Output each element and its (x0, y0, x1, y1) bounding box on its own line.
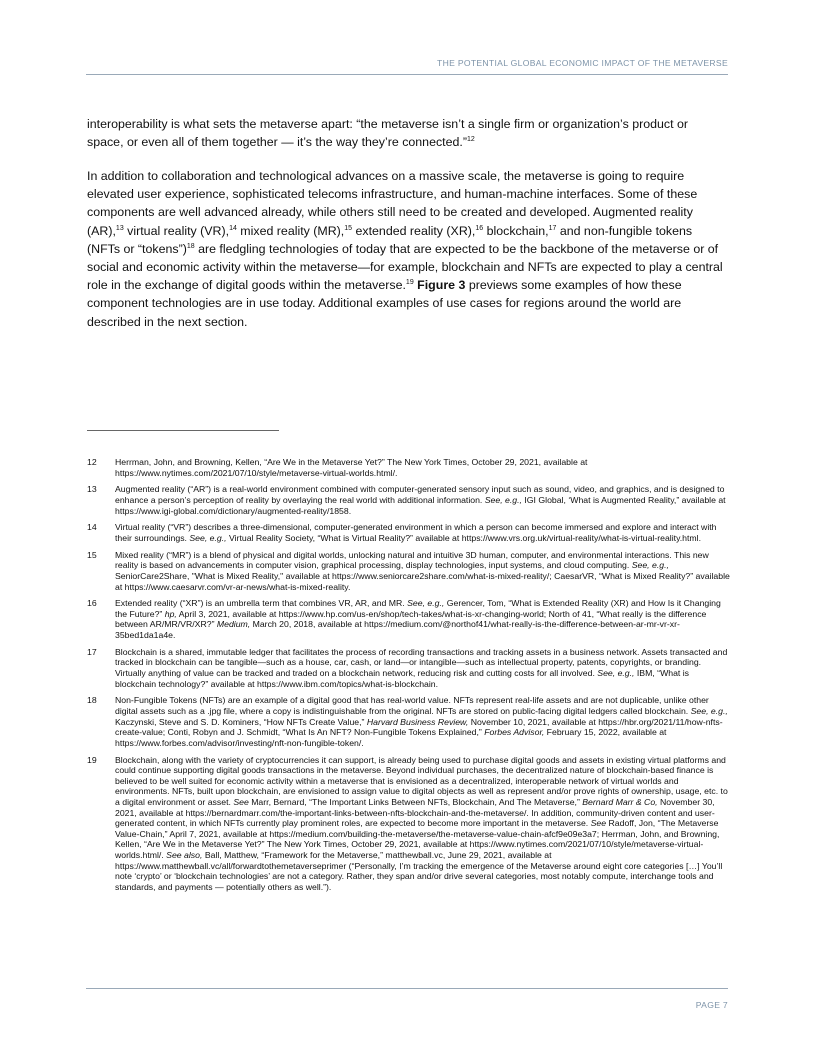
paragraph-text: In addition to collaboration and technological advances on a massive scale, the metaverse is going to require elevated user experience, sophisticated telecoms infrastructure, and human-machine interfaces. Some of these components are well advanced already, while others still need to be created and developed. Augmented reality (AR), (87, 169, 698, 238)
footnote-text: Blockchain is a shared, immutable ledger that facilitates the process of recording transactions and tracking assets in a business network. Assets transacted and tracked in blockchain can be tangible—such as a house, car, cash, or land—or intangible—such as intellectual property, patents, copyrights, or branding. Virtually anything of value can be tracked and traded on a blockchain network, reducing risk and cutting costs for all involved. See, e.g., IBM, “What is blockchain technology?” available at https://www.ibm.com/topics/what-is-blockchain. (115, 646, 728, 689)
footnote-18 (87, 695, 731, 748)
footnote-ref-16[interactable]: 16 (475, 224, 484, 232)
footnote-number: 14 (87, 522, 97, 533)
paragraph-text: virtual reality (VR), (123, 223, 230, 238)
footnote-text: Augmented reality (“AR”) is a real-world environment combined with computer-generated sensory input such as sound, video, and graphics, and is designed to enhance a person’s perception of reality by overlaying the real world with additional information. See, e.g., IGI Global, ‘What is Augmented Reality,” available at https://www.igi-global.com/dictionary/augmented-reality/1858. (115, 484, 726, 516)
running-header: THE POTENTIAL GLOBAL ECONOMIC IMPACT OF THE METAVERSE (437, 58, 728, 68)
footnote-text: Mixed reality (“MR”) is a blend of physical and digital worlds, unlocking natural and intuitive 3D human, computer, and environmental interactions. This new reality is based on advancements in computer vision, graphical processing, display technologies, input systems, and cloud computing. See, e.g., SeniorCare2Share, "What is Mixed Reality," available at https://www.seniorcare2share.com/what-is-mixed-reality/; CaesarVR, “What is Mixed Reality?” available at https://www.caesarvr.com/vr-ar-news/what-is-mixed-reality. (115, 549, 730, 592)
paragraph-text: are fledgling technologies of today that are expected to be the backbone of the metaverse or of social and economic activity within the metaverse—for example, blockchain and NFTs are expected to play a central role in the exchange of digital goods within the metaverse. (87, 241, 723, 293)
footnote-number: 19 (87, 754, 97, 765)
footnote-ref-12[interactable]: 12 (466, 136, 475, 144)
footnote-15 (87, 550, 731, 592)
footnote-number: 13 (87, 484, 97, 495)
paragraph-text: and non-fungible tokens (NFTs or “tokens”) (87, 223, 693, 256)
footnote-text: Herrman, John, and Browning, Kellen, “Are We in the Metaverse Yet?” The New York Times, October 29, 2021, available at https://www.nytimes.com/2021/07/10/style/metaverse-virtual-worlds.html/. (115, 457, 588, 478)
footnote-separator (87, 430, 279, 431)
header-rule (86, 74, 728, 75)
footer-rule (86, 988, 728, 989)
paragraph-text: previews some examples of how these component technologies are in use today. Additional examples of use cases for regions around the world are described in the next section. (87, 278, 682, 329)
page-number: PAGE 7 (695, 1000, 728, 1010)
footnote-number: 17 (87, 646, 97, 657)
footnote-number: 18 (87, 695, 97, 706)
footnote-text: Non-Fungible Tokens (NFTs) are an example of a digital good that has real-world value. NFTs represent real-life assets and are not duplicable, unlike other digital assets such as a .jpg file, where a copy is indistinguishable from the original. NFTs are stored on public-facing digital ledgers called blockchain. See, e.g., Kaczynski, Steve and S. D. Kominers, “How NFTs Create Value,” Harvard Business Review, November 10, 2021, available at https://hbr.org/2021/11/how-nfts-create-value; Conti, Robyn and J. Schmidt, “What Is An NFT? Non-Fungible Tokens Explained,” Forbes Advisor, February 15, 2022, available at https://www.forbes.com/advisor/investing/nft-non-fungible-token/. (115, 695, 728, 748)
footnote-12 (87, 457, 731, 478)
footnote-14 (87, 522, 731, 543)
footnote-ref-15[interactable]: 15 (344, 224, 353, 232)
paragraph-text: extended reality (XR), (352, 223, 476, 238)
footnote-text: Virtual reality (“VR”) describes a three-dimensional, computer-generated environment in which a person can become immersed and explore and interact with their surroundings. See, e.g., Virtual Reality Society, “What is Virtual Reality?” available at https://www.vrs.org.uk/virtual-reality/what-is-virtual-reality.html. (115, 522, 717, 543)
footnote-text: Extended reality (“XR”) is an umbrella term that combines VR, AR, and MR. See, e.g., Gerencer, Tom, “What is Extended Reality (XR) and How Is it Changing the Future?” hp, April 3, 2021, available at https://www.hp.com/us-en/shop/tech-takes/what-is-xr-changing-world; North of 41, “What really is the difference between AR/MR/VR/XR?” Medium, March 20, 2018, available at https://medium.com/@northof41/what-really-is-the-difference-between-ar-mr-vr-xr-35bed1da1a4e. (115, 598, 721, 641)
footnote-number: 16 (87, 598, 97, 609)
footnotes (87, 457, 731, 898)
figure-reference[interactable]: Figure 3 (417, 278, 466, 293)
paragraph-interoperability (87, 115, 723, 151)
paragraph-text: mixed reality (MR), (236, 223, 345, 238)
footnote-13 (87, 484, 731, 516)
footnote-19 (87, 755, 731, 893)
footnote-text: Blockchain, along with the variety of cryptocurrencies it can support, is already being used to purchase digital goods and assets in existing virtual platforms and could continue supporting digital goods transactions in the metaverse. Beyond individual purchases, the decentralized nature of blockchain-based finance is believed to be well suited for economic activity within a metaverse that is envisioned as a decentralized, interoperable network of virtual worlds and environments. NFTs, built upon blockchain, are envisioned to assign value to digital objects as well as represent and/or prove rights of ownership, usage, etc. to a digital environment or asset. See Marr, Bernard, “The Important Links Between NFTs, Blockchain, And The Metaverse,” Bernard Marr & Co, November 30, 2021, available at https://bernardmarr.com/the-important-links-between-nfts-blockchain-and-the-metaverse/. In addition, community-driven content and user-generated content, in which NFTs currently play prominent roles, are expected to become more important in the metaverse. See Radoff, Jon, “The Metaverse Value-Chain,” April 7, 2021, available at https://medium.com/building-the-metaverse/the-metaverse-value-chain-afcf9e09e3a7; Herrman, John, and Browning, Kellen, “Are We in the Metaverse Yet?” The New York Times, October 29, 2021, available at https://www.nytimes.com/2021/07/10/style/metaverse-virtual-worlds.html/. See also, Ball, Matthew, “Framework for the Metaverse,” matthewball.vc, June 29, 2021, available at https://www.matthewball.vc/all/forwardtothemetaverseprimer (“Personally, I’m tracking the emergence of the Metaverse around eight core categories […] You’ll note ‘crypto’ or ‘blockchain technologies’ are not a category. Rather, they span and/or drive several categories, most notably compute, interchange tools and standards, and payments — potentially others as well.”). (115, 754, 728, 892)
paragraph-technologies (87, 167, 723, 331)
footnote-ref-17[interactable]: 17 (548, 224, 557, 232)
paragraph-text: interoperability is what sets the metaverse apart: “the metaverse isn’t a single firm or organization’s product or space, or even all of them together — it’s the way they’re connected.” (87, 117, 688, 150)
footnote-16 (87, 598, 731, 640)
footnote-number: 12 (87, 457, 97, 467)
footnote-ref-14[interactable]: 14 (229, 224, 237, 232)
footnote-17 (87, 647, 731, 689)
paragraph-text: blockchain, (483, 223, 549, 238)
footnote-number: 15 (87, 549, 97, 560)
footnote-ref-19[interactable]: 19 (405, 279, 414, 287)
footnote-ref-13[interactable]: 13 (115, 224, 124, 232)
footnote-ref-18[interactable]: 18 (186, 242, 195, 250)
